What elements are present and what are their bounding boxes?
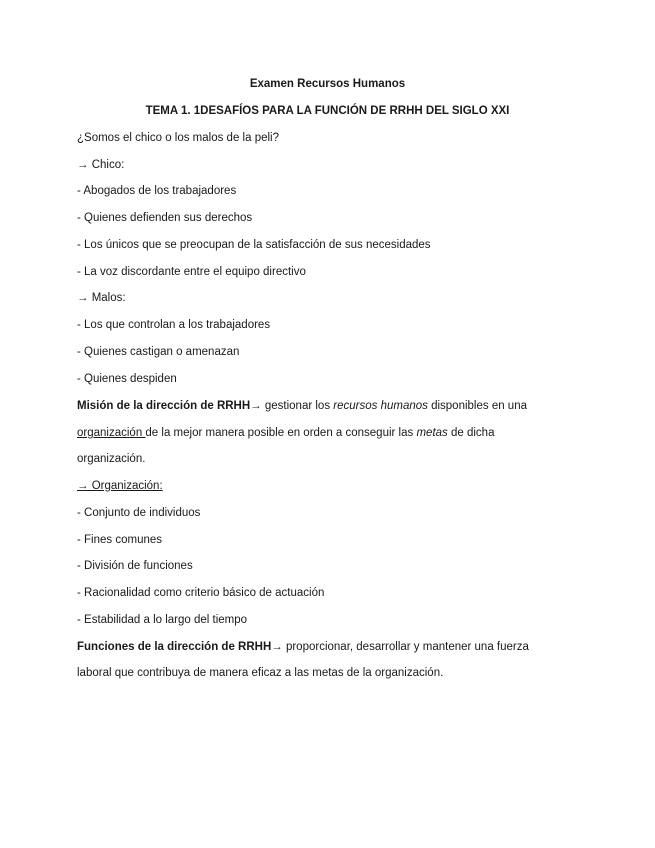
malos-item: - Quienes despiden [77,373,177,385]
organizacion-item: - Estabilidad a lo largo del tiempo [77,614,248,626]
mision-text: de la mejor manera posible en orden a conseguir las [145,427,417,439]
organizacion-item: - Racionalidad como criterio básico de actuación [77,587,325,599]
chico-item: - La voz discordante entre el equipo directivo [77,266,306,278]
funciones-label: Funciones de la dirección de RRHH→ [77,641,283,653]
document-subtitle: TEMA 1. 1DESAFÍOS PARA LA FUNCIÓN DE RRHH DEL SIGLO XXI [145,105,510,117]
mision-line-2 [77,425,494,441]
chico-item: - Los únicos que se preocupan de la satisfacción de sus necesidades [77,239,431,251]
funciones-line-2: laboral que contribuya de manera eficaz a las metas de la organización. [77,667,444,679]
mision-text: gestionar los [261,400,334,412]
malos-header: → Malos: [77,292,126,304]
mision-italic: metas [416,427,448,439]
mision-text: de dicha [447,427,495,439]
chico-header: → Chico: [77,159,125,171]
mision-line-3: organización. [77,453,146,465]
chico-item: - Quienes defienden sus derechos [77,212,253,224]
question-line: ¿Somos el chico o los malos de la peli? [77,132,279,144]
organizacion-header: → Organización: [77,480,163,492]
organizacion-item: - División de funciones [77,560,193,572]
funciones-line-1 [77,639,529,655]
funciones-text: proporcionar, desarrollar y mantener una fuerza [282,641,529,653]
organizacion-item: - Conjunto de individuos [77,507,201,519]
organizacion-item: - Fines comunes [77,534,163,546]
mision-text: disponibles en una [427,400,527,412]
document-title: Examen Recursos Humanos [249,78,406,90]
mision-label: Misión de la dirección de RRHH→ [77,400,262,412]
mision-italic: recursos humanos [333,400,428,412]
malos-item: - Los que controlan a los trabajadores [77,319,271,331]
malos-item: - Quienes castigan o amenazan [77,346,240,358]
mision-line-1 [77,398,527,414]
chico-item: - Abogados de los trabajadores [77,185,237,197]
mision-underline: organización [77,427,146,439]
